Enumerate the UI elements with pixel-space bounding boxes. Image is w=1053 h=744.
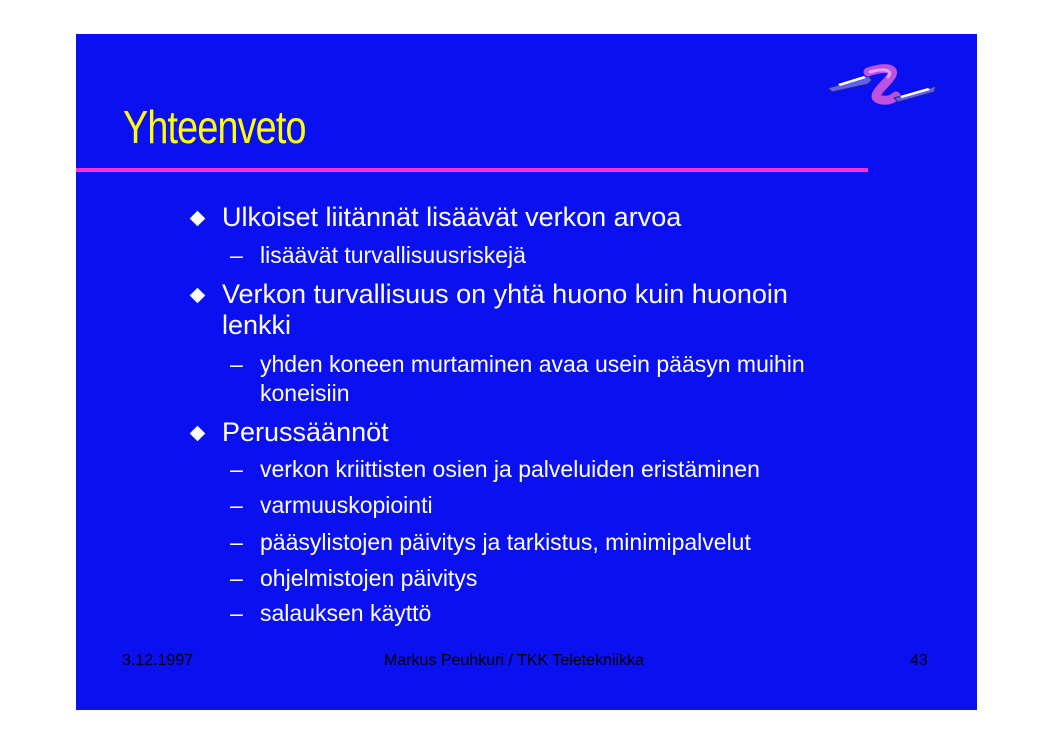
bullet-2-text-line-2: lenkki [222, 310, 292, 340]
footer-date: 3.12.1997 [122, 652, 194, 669]
dash-icon: – [230, 565, 243, 591]
bullet-3-sub-4: ohjelmistojen päivitys [260, 565, 478, 591]
bullet-diamond-icon [190, 288, 206, 304]
bullet-3-sub-2: varmuuskopiointi [260, 492, 433, 518]
bullet-diamond-icon [190, 211, 206, 227]
dash-icon: – [230, 600, 243, 626]
bullet-diamond-icon [190, 426, 206, 442]
slide-title: Yhteenveto [123, 101, 306, 153]
footer-page-number: 43 [910, 652, 928, 669]
dash-icon: – [230, 456, 243, 482]
footer-author: Markus Peuhkuri / TKK Teletekniikka [384, 652, 644, 669]
dash-icon: – [230, 529, 243, 555]
bullet-1-text: Ulkoiset liitännät lisäävät verkon arvoa [222, 202, 682, 232]
slide [76, 34, 977, 710]
dash-icon: – [230, 242, 243, 268]
bullet-2-text-line-1: Verkon turvallisuus on yhtä huono kuin huonoin [222, 279, 788, 309]
bullet-3-sub-5: salauksen käyttö [260, 600, 432, 626]
bullet-list [76, 34, 977, 710]
dash-icon: – [230, 351, 243, 377]
bullet-1-sub-1: lisäävät turvallisuusriskejä [260, 242, 526, 268]
bullet-2-sub-1-line-2: koneisiin [260, 380, 350, 406]
bullet-2-sub-1-line-1: yhden koneen murtaminen avaa usein pääsyn muihin [260, 351, 805, 377]
bullet-3-sub-1: verkon kriittisten osien ja palveluiden eristäminen [260, 456, 760, 482]
bullet-3-text: Perussäännöt [222, 417, 389, 447]
dash-icon: – [230, 492, 243, 518]
bullet-3-sub-3: pääsylistojen päivitys ja tarkistus, minimipalvelut [260, 529, 751, 555]
